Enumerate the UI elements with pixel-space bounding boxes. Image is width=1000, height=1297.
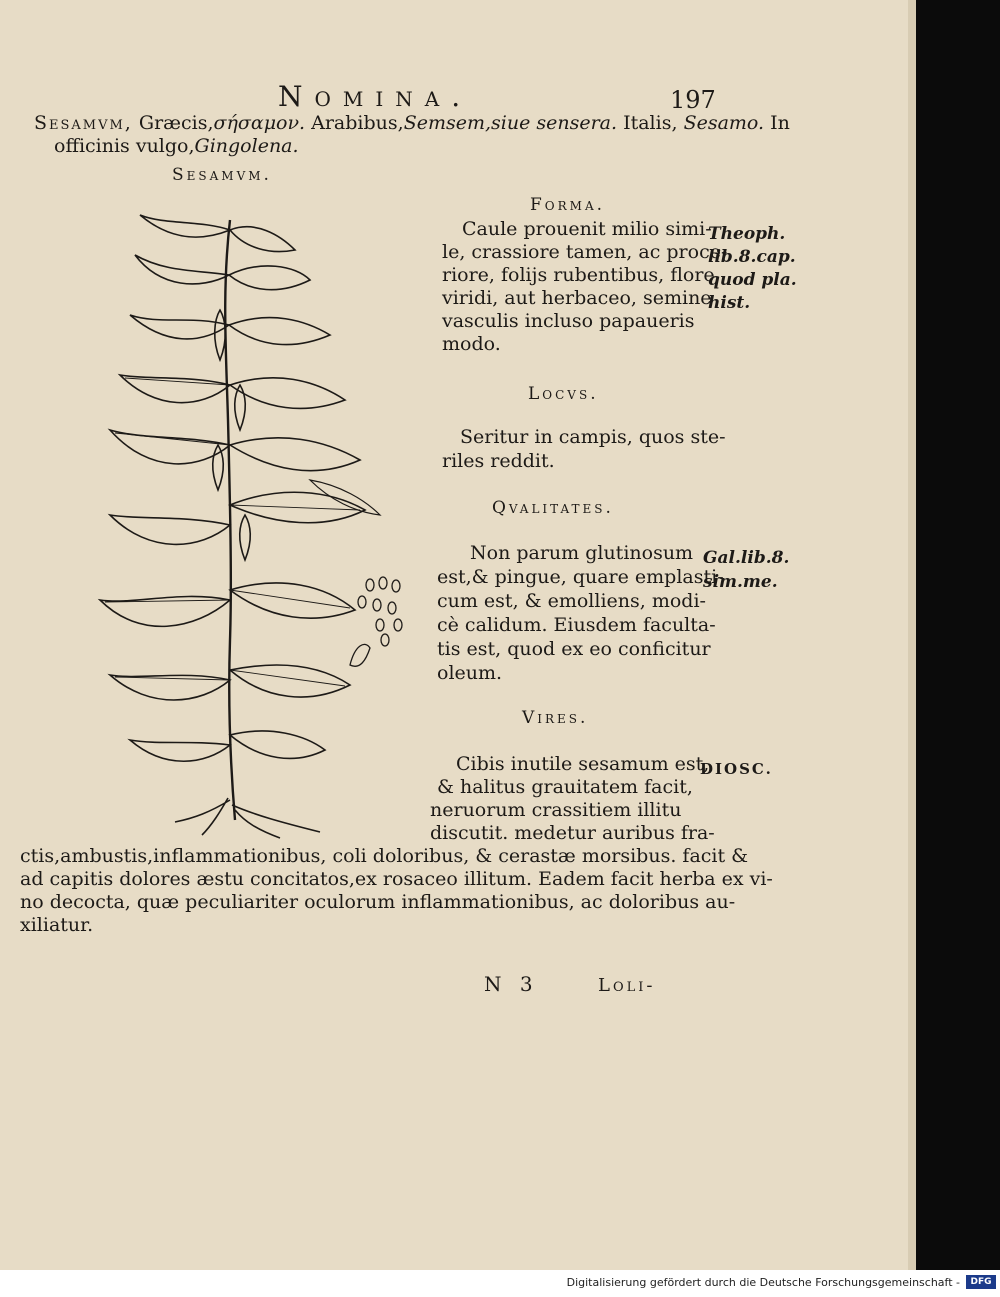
name-arabibus: Arabibus,	[311, 112, 404, 134]
name-italis: Italis,	[623, 112, 678, 134]
name-italian: Sesamo.	[683, 112, 765, 134]
margin-note: DIOSC.	[700, 760, 773, 778]
margin-note: Theoph.	[708, 224, 786, 244]
section-heading-qualitates: Qvalitates.	[492, 498, 614, 518]
names-line-2	[54, 135, 299, 157]
text-line: est,& pingue, quare emplasti-	[437, 566, 724, 588]
text-line: tis est, quod ex eo conficitur	[437, 638, 711, 660]
page-number: 197	[670, 86, 716, 114]
footer-credit: Digitalisierung gefördert durch die Deutsche Forschungsgemeinschaft -	[566, 1276, 960, 1289]
page-edge	[908, 0, 916, 1270]
text-line: riore, folijs rubentibus, flore	[442, 264, 715, 286]
sesame-woodcut-illustration	[80, 200, 440, 850]
name-officinal: Gingolena.	[194, 135, 299, 157]
digitization-footer	[0, 1270, 1000, 1297]
plant-caption: Sesamvm.	[172, 165, 272, 185]
running-header: Nomina.	[278, 80, 473, 113]
text-line: Non parum glutinosum	[470, 542, 694, 564]
name-graecis: Græcis,	[138, 112, 214, 134]
names-line-1	[34, 112, 790, 134]
text-line: discutit. medetur auribus fra-	[430, 822, 715, 844]
text-line: neruorum crassitiem illitu	[430, 799, 682, 821]
text-line: Seritur in campis, quos ste-	[460, 426, 726, 448]
text-line: oleum.	[437, 662, 503, 684]
margin-note: lib.8.cap.	[708, 247, 796, 267]
section-heading-vires: Vires.	[522, 708, 589, 728]
text-line: vasculis incluso papaueris	[442, 310, 695, 332]
text-line: cum est, & emolliens, modi-	[437, 590, 706, 612]
margin-note: sim.me.	[703, 572, 778, 592]
name-lead: Sesamvm,	[34, 112, 133, 134]
section-heading-locus: Locvs.	[528, 384, 599, 404]
text-line: xiliatur.	[20, 914, 94, 936]
margin-note: Gal.lib.8.	[703, 548, 790, 568]
dfg-logo: DFG	[966, 1275, 996, 1289]
catchword: Loli-	[598, 975, 656, 996]
text-line: le, crassiore tamen, ac proce-	[442, 241, 728, 263]
text-line: viridi, aut herbaceo, semine	[442, 287, 712, 309]
text-line: ad capitis dolores æstu concitatos,ex rosaceo illitum. Eadem facit herba ex vi-	[20, 868, 773, 890]
text-line: ctis,ambustis,inflammationibus, coli doloribus, & cerastæ morsibus. facit &	[20, 845, 749, 867]
margin-note: quod pla.	[708, 270, 797, 290]
name-officinis: officinis vulgo,	[54, 135, 195, 157]
signature-mark: N 3	[484, 972, 539, 996]
text-line: no decocta, quæ peculiariter oculorum inflammationibus, ac doloribus au-	[20, 891, 736, 913]
text-line: Cibis inutile sesamum est,	[456, 753, 710, 775]
text-line: Caule prouenit milio simi-	[462, 218, 712, 240]
text-line: riles reddit.	[442, 450, 555, 472]
section-heading-forma: Forma.	[530, 195, 606, 215]
name-in: In	[770, 112, 790, 134]
text-line: cè calidum. Eiusdem faculta-	[437, 614, 716, 636]
text-line: & halitus grauitatem facit,	[437, 776, 693, 798]
name-greek: σήσαμον.	[213, 112, 306, 134]
margin-note: hist.	[708, 293, 751, 313]
name-arabic: Semsem,siue sensera.	[403, 112, 618, 134]
text-line: modo.	[442, 333, 501, 355]
